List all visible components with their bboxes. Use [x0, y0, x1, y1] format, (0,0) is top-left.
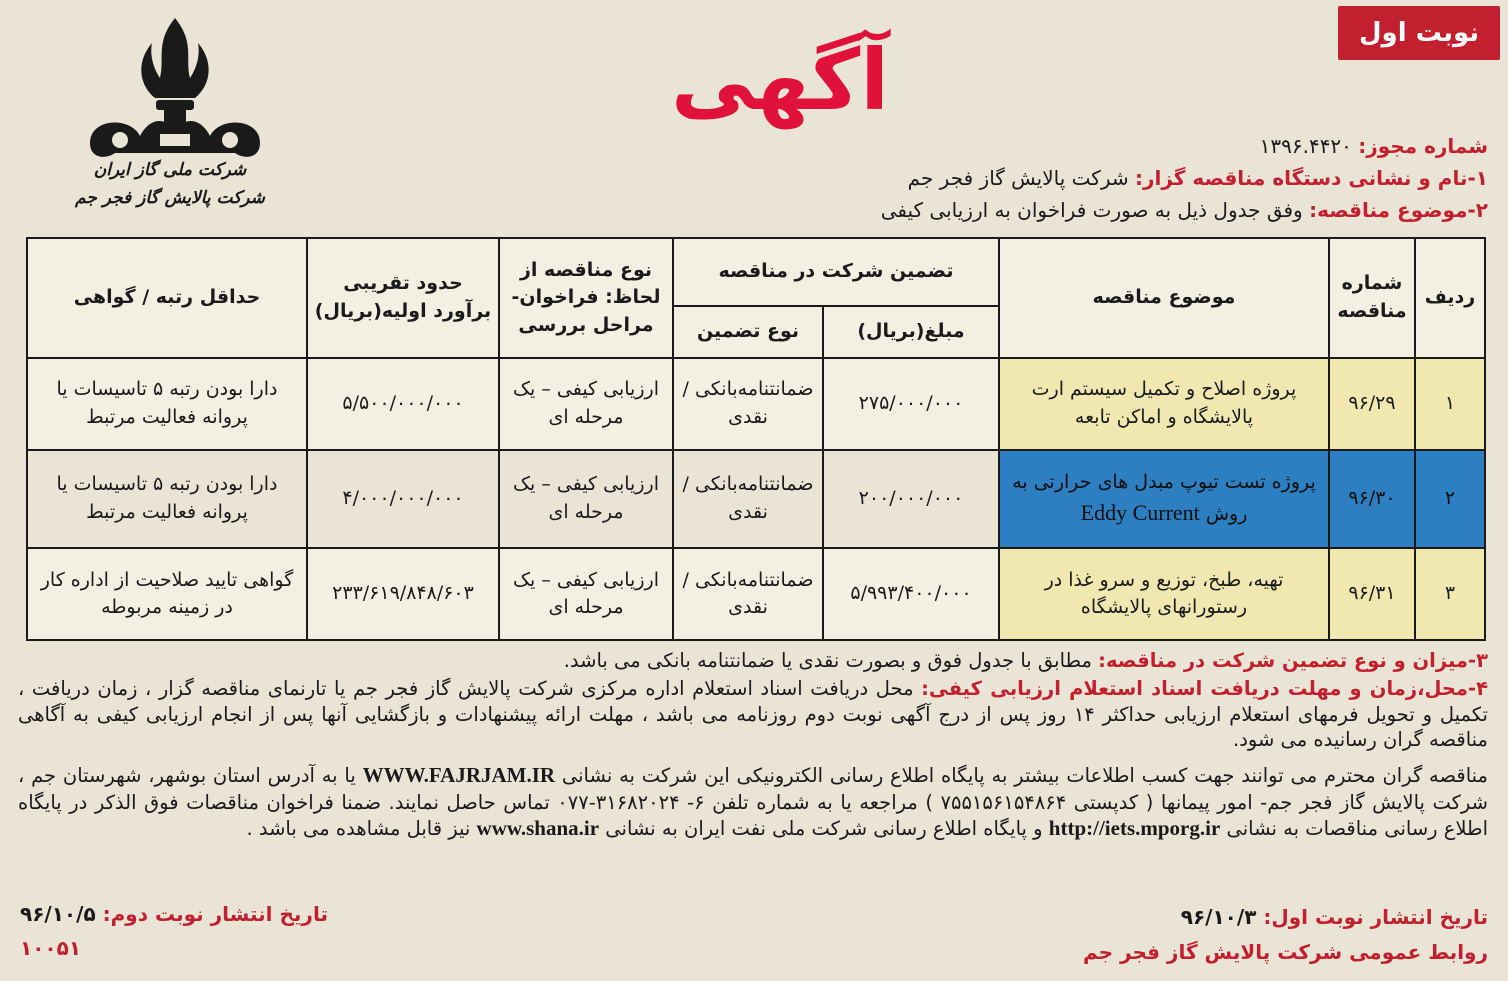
contact-paragraph: [18, 762, 1488, 843]
item2-label: ۲-موضوع مناقصه:: [1309, 198, 1488, 222]
cell-subject-en: Eddy Current: [1080, 499, 1200, 525]
cell-subject: تهیه، طبخ، توزیع و سرو غذا در رستورانهای پالایشگاه: [999, 548, 1329, 640]
item3-value: مطابق با جدول فوق و بصورت نقدی یا ضمانتنامه بانکی می باشد.: [563, 649, 1092, 672]
cell-amount: ۲۰۰/۰۰۰/۰۰۰: [823, 450, 999, 548]
cell-tender-number: ۹۶/۲۹: [1329, 358, 1415, 450]
second-publication-value: ۹۶/۱۰/۵: [20, 902, 96, 926]
logo-text-fajr-jam: شرکت پالایش گاز فجر جم: [75, 188, 265, 208]
item1-line: [908, 166, 1488, 190]
contact-text-c: و پایگاه اطلاع رسانی شرکت ملی نفت ایران به نشانی: [605, 817, 1043, 841]
item1-value: شرکت پالایش گاز فجر جم: [907, 166, 1129, 190]
contact-text-d: نیز قابل مشاهده می باشد .: [246, 817, 471, 841]
cell-min-rank: دارا بودن رتبه ۵ تاسیسات یا پروانه فعالیت مرتبط: [27, 358, 307, 450]
header-guarantee: تضمین شرکت در مناقصه: [673, 238, 999, 306]
header-row-number: ردیف: [1415, 238, 1485, 358]
table-row: [27, 358, 1485, 450]
cell-subject: پروژه اصلاح و تکمیل سیستم ارت پالایشگاه و اماکن تابعه: [999, 358, 1329, 450]
header-tender-number: شماره مناقصه: [1329, 238, 1415, 358]
table-row: [27, 548, 1485, 640]
cell-amount: ۵/۹۹۳/۴۰۰/۰۰۰: [823, 548, 999, 640]
item1-label: ۱-نام و نشانی دستگاه مناقصه گزار:: [1134, 166, 1488, 190]
cell-row: ۳: [1415, 548, 1485, 640]
header-subject: موضوع مناقصه: [999, 238, 1329, 358]
cell-tender-type: ارزیابی کیفی – یک مرحله ای: [499, 450, 673, 548]
second-publication-date: [20, 902, 328, 926]
cell-tender-number: ۹۶/۳۰: [1329, 450, 1415, 548]
cell-tender-type: ارزیابی کیفی – یک مرحله ای: [499, 548, 673, 640]
header-estimate: حدود تقریبی برآورد اولیه(بریال): [307, 238, 499, 358]
cell-guarantee-type: ضمانتنامه‌بانکی / نقدی: [673, 548, 823, 640]
signature: روابط عمومی شرکت پالایش گاز فجر جم: [1082, 940, 1488, 964]
first-publication-badge: نوبت اول: [1338, 6, 1500, 60]
item4-paragraph: [18, 676, 1488, 753]
website-link-iets[interactable]: http://iets.mporg.ir: [1048, 816, 1221, 841]
cell-amount: ۲۷۵/۰۰۰/۰۰۰: [823, 358, 999, 450]
logo-text-nigc: شرکت ملی گاز ایران: [93, 160, 247, 180]
permit-label: شماره مجوز:: [1358, 134, 1488, 158]
cell-row: ۱: [1415, 358, 1485, 450]
header-guarantee-type: نوع تضمین: [673, 306, 823, 358]
first-publication-date: [1181, 905, 1488, 929]
cell-estimate: ۴/۰۰۰/۰۰۰/۰۰۰: [307, 450, 499, 548]
cell-estimate: ۵/۵۰۰/۰۰۰/۰۰۰: [307, 358, 499, 450]
cell-subject-fa: پروژه تست تیوپ مبدل های حرارتی به روش: [1012, 471, 1316, 525]
cell-estimate: ۲۳۳/۶۱۹/۸۴۸/۶۰۳: [307, 548, 499, 640]
item2-value: وفق جدول ذیل به صورت فراخوان به ارزیابی کیفی: [880, 198, 1303, 222]
first-publication-label: تاریخ انتشار نوبت اول:: [1263, 905, 1488, 929]
cell-subject: [999, 450, 1329, 548]
second-publication-label: تاریخ انتشار نوبت دوم:: [102, 902, 328, 926]
website-link-fajrjam[interactable]: WWW.FAJRJAM.IR: [362, 763, 556, 787]
tender-table: [26, 237, 1486, 641]
header-tender-type: نوع مناقصه از لحاظ: فراخوان-مراحل بررسی: [499, 238, 673, 358]
cell-tender-number: ۹۶/۳۱: [1329, 548, 1415, 640]
ad-code: ۱۰۰۵۱: [20, 936, 82, 960]
cell-row: ۲: [1415, 450, 1485, 548]
contact-text-b: یا به آدرس استان بوشهر، شهرستان جم ، شرکت پالایش گاز فجر جم- امور پیمانها ( کدپستی ۷۵۵۱۵۶۱۵۴۸۶۴ ) مراجعه یا به شماره تلفن ۶- ۳۱۶۸۲۰۲۴-۰۷۷ تماس حاصل نمایند. ضمنا فراخوان مناقصات فوق الذکر در پایگاه اطلاع رسانی مناقصات به نشانی: [18, 764, 1488, 841]
cell-min-rank: گواهی تایید صلاحیت از اداره کار در زمینه مربوطه: [27, 548, 307, 640]
cell-guarantee-type: ضمانتنامه‌بانکی / نقدی: [673, 450, 823, 548]
cell-min-rank: دارا بودن رتبه ۵ تاسیسات یا پروانه فعالیت مرتبط: [27, 450, 307, 548]
permit-value: ۱۳۹۶.۴۴۲۰: [1259, 134, 1352, 158]
cell-guarantee-type: ضمانتنامه‌بانکی / نقدی: [673, 358, 823, 450]
item2-line: [881, 198, 1488, 222]
header-amount: مبلغ(بریال): [823, 306, 999, 358]
website-link-shana[interactable]: www.shana.ir: [476, 816, 600, 841]
table-row: [27, 450, 1485, 548]
item3-label: ۳-میزان و نوع تضمین شرکت در مناقصه:: [1098, 649, 1488, 672]
permit-line: [1260, 134, 1488, 158]
cell-tender-type: ارزیابی کیفی – یک مرحله ای: [499, 358, 673, 450]
header-min-rank: حداقل رتبه / گواهی: [27, 238, 307, 358]
contact-text-a: مناقصه گران محترم می توانند جهت کسب اطلاعات بیشتر به پایگاه اطلاع رسانی الکترونیکی این شرکت به نشانی: [561, 764, 1488, 787]
item4-value: محل دریافت اسناد استعلام اداره مرکزی شرکت پالایش گاز فجر جم یا تارنمای مناقصه گزار ، زمان دریافت ، تکمیل و تحویل فرمهای استعلام ارزیابی حداکثر ۱۴ روز پس از درج آگهی نوبت دوم روزنامه می باشد ، مهلت ارائه پیشنهادات و بازگشایی آنها پس از انجام ارزیابی کیفی به آگاهی مناقصه گران رسانیده می شود.: [18, 677, 1488, 752]
first-publication-value: ۹۶/۱۰/۳: [1180, 905, 1257, 929]
page-title: آگهی: [670, 31, 890, 129]
item3-paragraph: [18, 648, 1488, 674]
item4-label: ۴-محل،زمان و مهلت دریافت اسناد استعلام ارزیابی کیفی:: [921, 677, 1489, 700]
